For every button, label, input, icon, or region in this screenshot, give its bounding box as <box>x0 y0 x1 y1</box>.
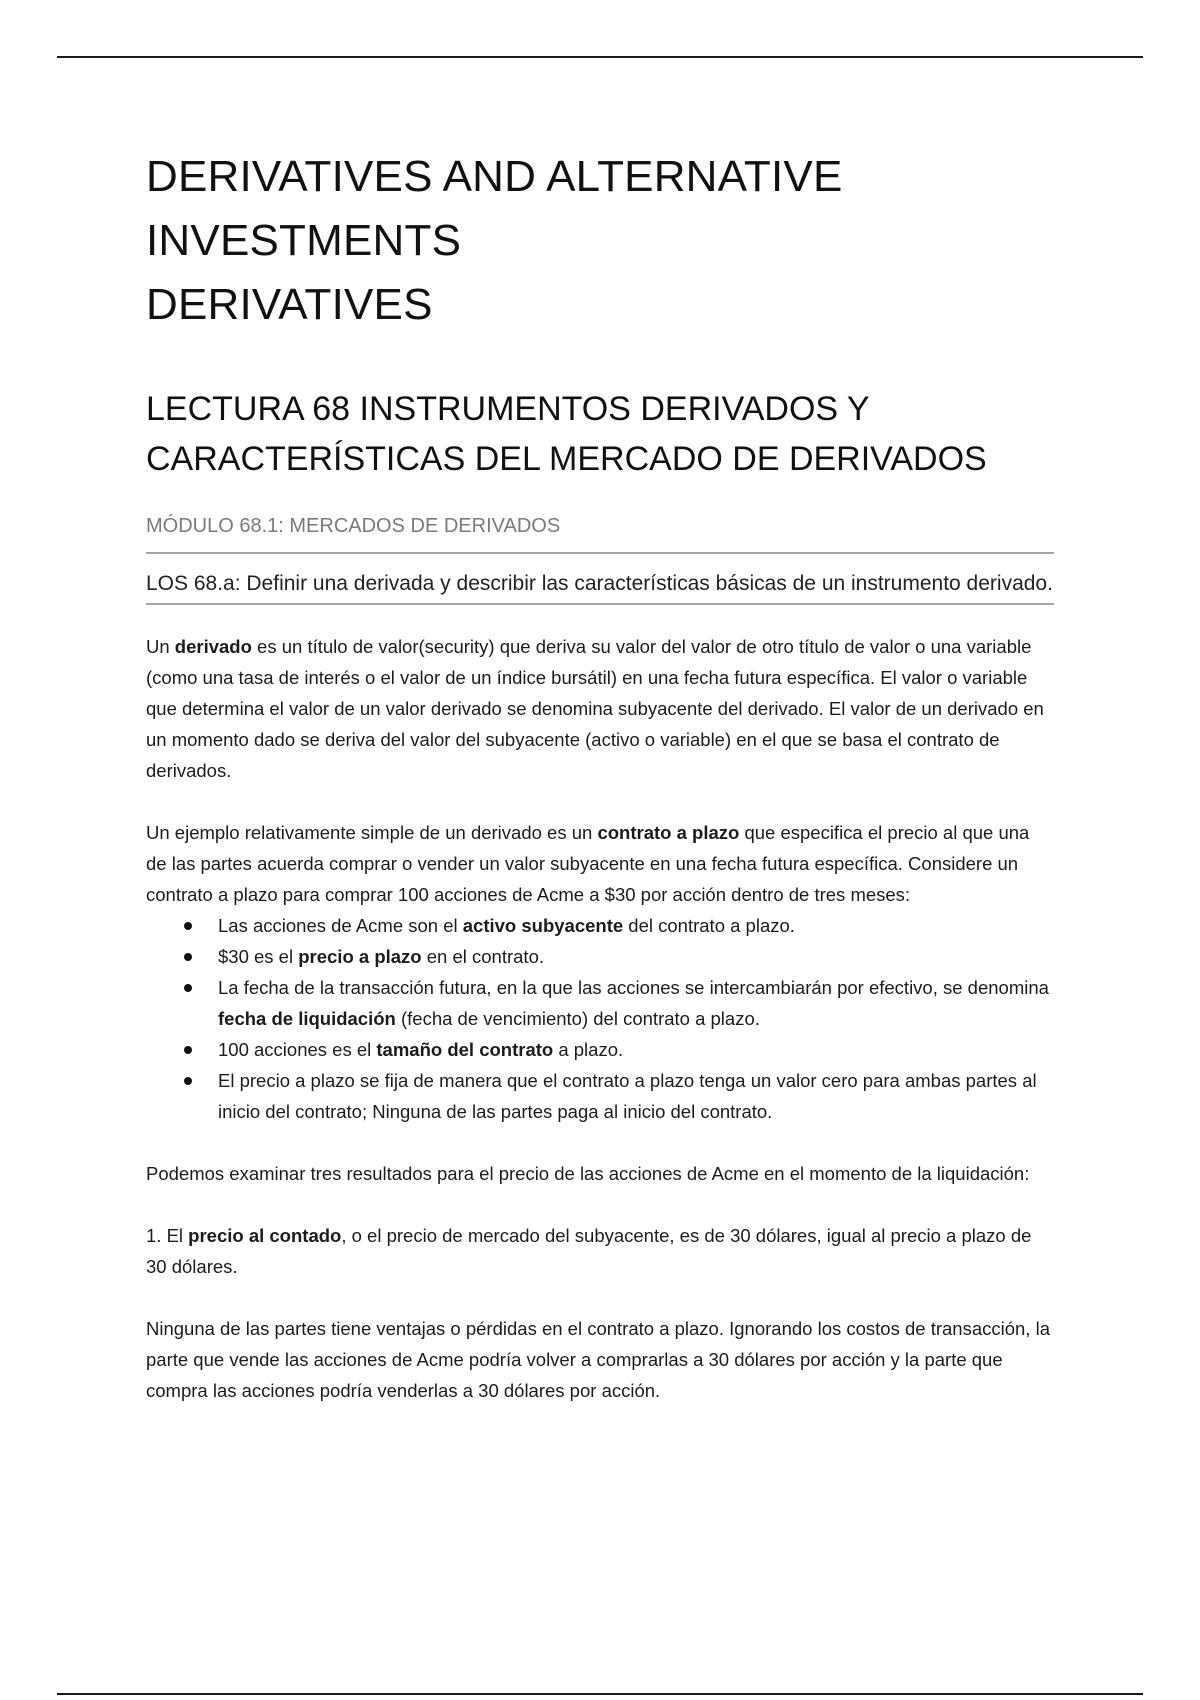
bullet-icon <box>184 922 192 930</box>
paragraph-no-gain-loss: Ninguna de las partes tiene ventajas o pérdidas en el contrato a plazo. Ignorando los costos de transacción, la parte que vende las acciones de Acme podría volver a comprarlas a 30 dólares por acción y la parte que compra las acciones podría venderlas a 30 dólares por acción. <box>146 1318 1050 1401</box>
bold-term: tamaño del contrato <box>376 1039 554 1060</box>
lecture-heading-line: CARACTERÍSTICAS DEL MERCADO DE DERIVADOS <box>146 440 987 478</box>
text-run: , o el precio de mercado del subyacente, es de 30 dólares, igual al precio a plazo de 30 dólares. <box>146 1225 1032 1277</box>
text-run: Un <box>146 636 175 657</box>
bullet-icon <box>184 1046 192 1054</box>
text-run: 100 acciones es el <box>218 1039 377 1060</box>
paragraph-forward-contract <box>146 817 1054 910</box>
text-run: a plazo. <box>553 1039 624 1060</box>
list-item <box>184 941 1054 972</box>
paragraph-derivative-definition <box>146 631 1054 786</box>
text-run: (fecha de vencimiento) del contrato a plazo. <box>395 1008 760 1029</box>
paragraph-outcome-1 <box>146 1220 1054 1282</box>
text-run: que especifica el precio al que una de las partes acuerda comprar o vender un valor subyacente en una fecha futura específica. Considere un contrato a plazo para comprar 100 acciones de Acme a $30 por acción dentro de tres meses: <box>146 822 1030 905</box>
text-run: Un ejemplo relativamente simple de un derivado es un <box>146 822 598 843</box>
bold-term: fecha de liquidación <box>218 1008 396 1029</box>
text-run: $30 es el <box>218 946 299 967</box>
bullet-icon <box>184 953 192 961</box>
top-rule <box>57 56 1143 58</box>
bold-term: activo subyacente <box>462 915 624 936</box>
text-run: Las acciones de Acme son el <box>218 915 463 936</box>
forward-contract-bullet-list <box>146 910 1054 1127</box>
list-item <box>184 1065 1054 1127</box>
bold-term: precio a plazo <box>298 946 422 967</box>
list-item <box>184 1034 1054 1065</box>
lecture-heading-line: LECTURA 68 INSTRUMENTOS DERIVADOS Y <box>146 390 870 428</box>
bullet-icon <box>184 1077 192 1085</box>
bold-term: derivado <box>174 636 252 657</box>
text-run: en el contrato. <box>421 946 544 967</box>
list-item <box>184 910 1054 941</box>
bottom-rule <box>57 1693 1143 1695</box>
title-line: DERIVATIVES AND ALTERNATIVE <box>146 152 843 201</box>
title-line: INVESTMENTS <box>146 216 462 265</box>
bold-term: precio al contado <box>188 1225 342 1246</box>
text-run: 1. El <box>146 1225 189 1246</box>
lecture-heading <box>146 384 1054 484</box>
text-run: El precio a plazo se fija de manera que el contrato a plazo tenga un valor cero para ambas partes al inicio del contrato; Ninguna de las partes paga al inicio del contrato. <box>218 1070 1037 1122</box>
paragraph-outcomes-intro: Podemos examinar tres resultados para el precio de las acciones de Acme en el momento de la liquidación: <box>146 1163 1030 1184</box>
document-body <box>146 145 1054 1406</box>
text-run: del contrato a plazo. <box>623 915 795 936</box>
title-line: DERIVATIVES <box>146 280 433 329</box>
los-statement: LOS 68.a: Definir una derivada y describir las características básicas de un instrumento derivado. <box>146 568 1054 605</box>
document-title <box>146 145 1054 337</box>
text-run: es un título de valor(security) que deriva su valor del valor de otro título de valor o una variable (como una tasa de interés o el valor de un índice bursátil) en una fecha futura específica. El valor o variable que determina el valor de un valor derivado se denomina subyacente del derivado. El valor de un derivado en un momento dado se deriva del valor del subyacente (activo o variable) en el que se basa el contrato de derivados. <box>146 636 1044 781</box>
bold-term: contrato a plazo <box>597 822 740 843</box>
list-item <box>184 972 1054 1034</box>
text-run: La fecha de la transacción futura, en la que las acciones se intercambiarán por efectivo, se denomina <box>218 977 1049 998</box>
bullet-icon <box>184 984 192 992</box>
module-heading: MÓDULO 68.1: MERCADOS DE DERIVADOS <box>146 512 1054 554</box>
